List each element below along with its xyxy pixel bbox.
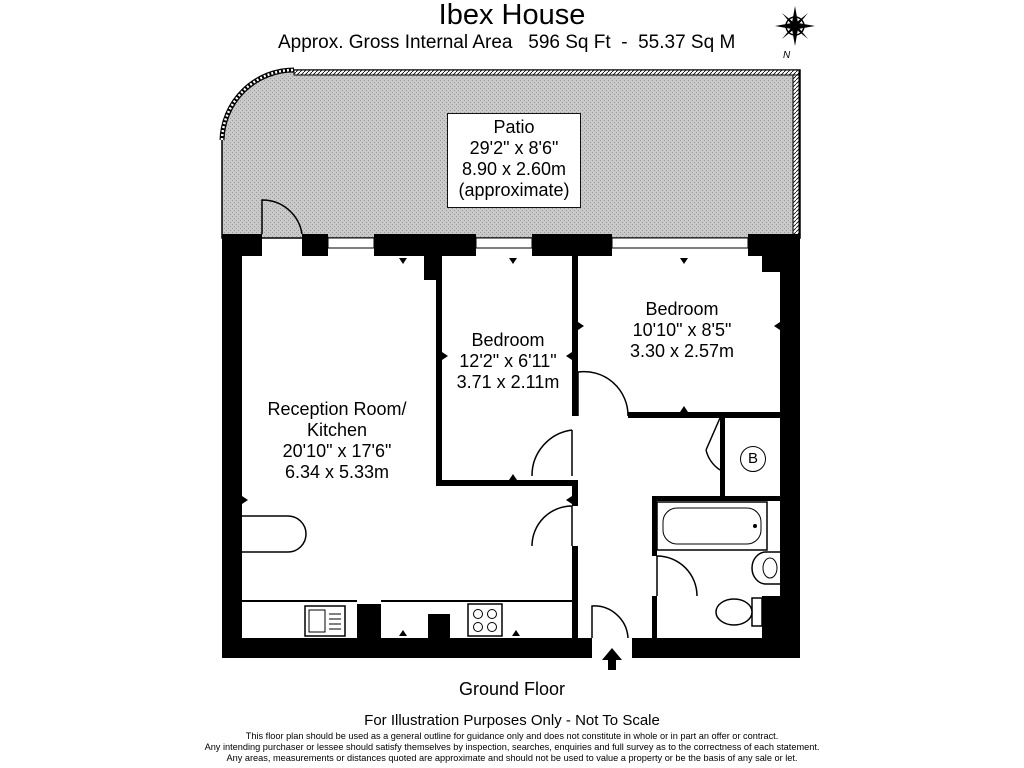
sofa	[242, 516, 306, 552]
toilet	[716, 598, 762, 626]
entrance-arrow-icon	[602, 648, 622, 670]
bedroom-2-imperial: 10'10" x 8'5"	[632, 320, 732, 340]
page-title: Ibex House	[438, 0, 586, 31]
reception-name-1: Reception Room/	[267, 399, 407, 419]
reception-imperial: 20'10" x 17'6"	[282, 441, 392, 461]
bedroom-1-imperial: 12'2" x 6'11"	[459, 351, 557, 371]
reception-label	[262, 399, 412, 483]
disclaimer	[0, 731, 1024, 764]
disclaimer-line-3: Any areas, measurements or distances quoted are approximate and should not be used to value a property or be the basis of any sale or let.	[226, 753, 798, 763]
compass-letter: N	[783, 50, 791, 60]
patio-rail-top	[294, 70, 799, 75]
patio-note: (approximate)	[458, 180, 570, 200]
patio-metric: 8.90 x 2.60m	[461, 159, 567, 179]
patio-imperial: 29'2" x 8'6"	[469, 138, 559, 158]
bedroom-1-name: Bedroom	[471, 330, 545, 350]
disclaimer-line-1: This floor plan should be used as a general outline for guidance only and does not constitute in whole or in part an offer or contract.	[245, 731, 779, 741]
reception-metric: 6.34 x 5.33m	[284, 462, 390, 482]
floor-name: Ground Floor	[458, 679, 566, 699]
basin	[752, 552, 780, 584]
area-subtitle: Approx. Gross Internal Area 596 Sq Ft - 55.37 Sq M	[278, 32, 736, 53]
patio-label	[447, 113, 581, 208]
bath	[657, 502, 767, 550]
illustration-note: For Illustration Purposes Only - Not To Scale	[364, 712, 660, 729]
reception-name-2: Kitchen	[306, 420, 368, 440]
bedroom-1-metric: 3.71 x 2.11m	[456, 372, 560, 392]
boiler-icon: B	[740, 446, 766, 472]
patio-name: Patio	[493, 117, 535, 137]
kitchen-hob	[468, 604, 502, 636]
bedroom-2-label	[612, 299, 752, 362]
bedroom-2-metric: 3.30 x 2.57m	[629, 341, 735, 361]
kitchen-sink	[305, 606, 345, 636]
disclaimer-line-2: Any intending purchaser or lessee should satisfy themselves by inspection, searches, enquiries and full survey as to the correctness of each statement.	[204, 742, 820, 752]
bedroom-1-label	[446, 330, 570, 393]
bedroom-2-name: Bedroom	[645, 299, 719, 319]
patio-rail-right	[793, 72, 799, 238]
